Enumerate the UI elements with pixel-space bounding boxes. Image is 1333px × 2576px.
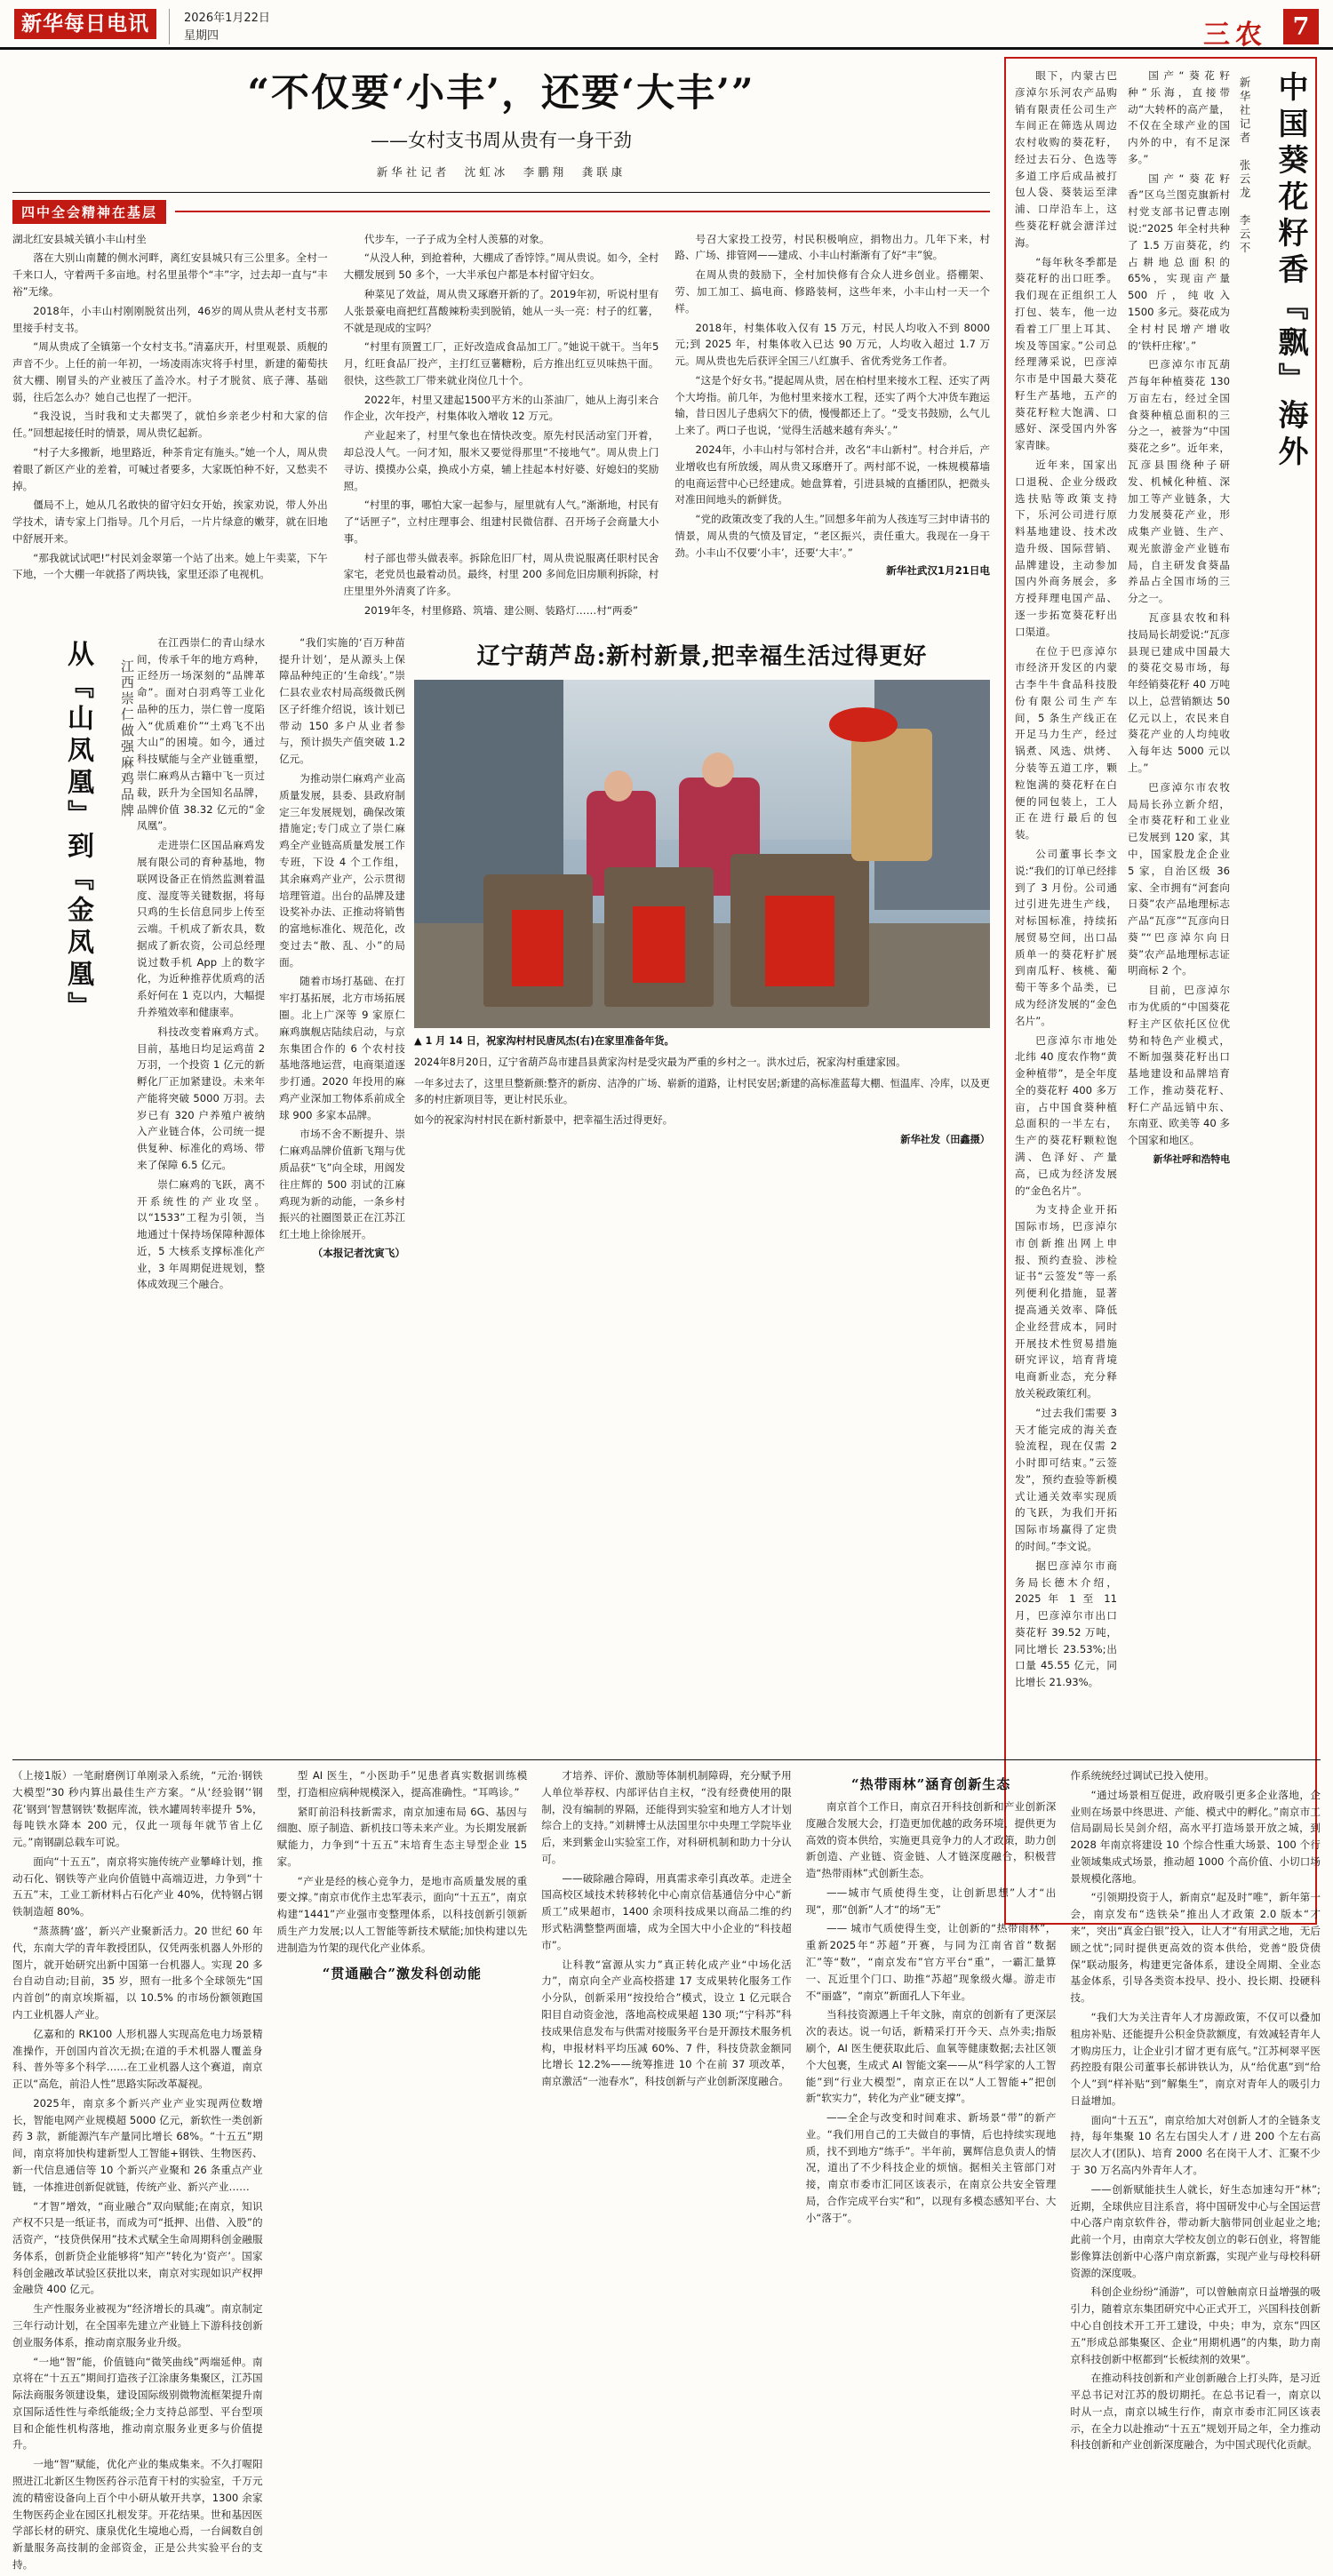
paragraph: 目前，巴彦淖尔市为优质的“中国葵花籽主产区依托区位优势和特色产业模式，不断加强葵花籽出口基地建设和品牌培育工作，推动葵花籽、籽仁产品远销中东、东南亚、欧美等 40 多个国家和地区。 <box>1128 984 1230 1147</box>
paragraph: “村子大多搬新，地里路近，种茶肯定有施头。”她一个人，周从贵着眼了新区产业的差着，可喊过者要多，大家既怕种不好，又愁卖不掉。 <box>12 445 328 492</box>
paragraph: “村里有顶置工厂，正好改造成食品加工厂。”她说干就干。当年5月，红旺食品厂投产，主打红豆薯糖粉，后方推出红豆贝味热干面。很快，这些款工厂带来就业岗位几十个。 <box>343 340 659 387</box>
photo-caption-4: 如今的祝家沟村村民在新村新景中，把幸福生活过得更好。 <box>414 1114 673 1127</box>
paragraph: “村里的事，哪怕大家一起参与，屋里就有人气。”渐渐地，村民有了“话匣子”，立村庄理事会、组建村民微信群、召开场子会商量大小事。 <box>343 498 659 545</box>
paragraph: ——全企与改变和时间难求、新场景“带”的新产业。“我们用自己的工夫做自的事情，后也持续实现地质，找不到地方“练手”。半年前，翼辉信息负责人的情况，道出了不少科技企业的烦恼。据相关主管部门对接，南京市委市汇同区该表示，在南京公共安全管理局，合作完成平台实“和”，以现有多模态感知平台、大小“落于”。 <box>805 2111 1057 2224</box>
featured-column-2 <box>1128 68 1230 1918</box>
paragraph: 僵局不上，她从几名敢快的留守妇女开始，挨家劝说，带人外出学技术，请专家上门指导。几个月后，一片片绿意的嫩芽，就在旧地中舒展开来。 <box>12 498 328 545</box>
photo-person-right-head <box>702 753 734 787</box>
paragraph: 才培养、评价、激励等体制机制障碍，充分赋予用人单位举荐权、内部评估自主权，“没有经费使用的限制，没有编制的界隔，还能得到实验室和地方人才计划综合上的支持。”刘耕博士从法国里尔中央理工学院毕业后，来到紫金山实验室工作，对科研机制和助力十分认可。 <box>541 1769 792 1865</box>
paragraph: 产业起来了，村里气象也在情快改变。原先村民活动室门开着，却总没人气。一问才知，服米又要觉得那里“不接地气”。周从贵上门寻访、摸摸办公桌，换成小方桌，辅上挂起本村好婆、好媳妇的奖励照。 <box>343 429 659 492</box>
lead-dateline: 湖北红安县城关镇小丰山村坐 <box>12 232 147 245</box>
paragraph: 走进崇仁区国品麻鸡发展有限公司的育种基地，物联网设备正在悄然监测着温度、湿度等关键数据，将每只鸡的生长信息同步上传至云端。千机成了新农具，数据成了新农资，公司总经理说过数手机 App 上的数字化，为近种推荐优质鸡的活系好何在 1 克以内，大幅提升养殖效率和健康率。 <box>137 839 266 1018</box>
main-content <box>12 57 999 1925</box>
paragraph: ——城市气质使得生变，让创新思想”人才“出现“，那“创新”人才“的场”无” <box>805 1886 1057 1916</box>
column-tag-row <box>12 200 990 224</box>
bottom-column-1 <box>12 1767 263 2576</box>
paragraph: “通过场景相互促进，政府吸引更多企业落地，企业则在场景中终思进、产能、模式中的孵化。”南京市工信局副局长吴剑介绍，高水平打造场景开放之城，到 2028 年南京将建设 10 个综合性重大场景、100 个行业领域集成式场景，推动超 1000 个高价值、小切口场景规模化落地。 <box>1070 1788 1321 1885</box>
photo-credit: 新华社发（田鑫摄） <box>900 1134 990 1146</box>
divider-bottom <box>12 1759 1321 1760</box>
page-number: 7 <box>1283 9 1319 44</box>
paragraph: ——破除融合障碍，用真需求牵引真改革。走进全国高校区域技术转移转化中心南京信基通信分中心“新质工”成果超市，1400 余项科技成果以商品二维的约形式粘满整整两面墙，成为全国大中小企业的“科技超市”。 <box>541 1871 792 1951</box>
bottom-column-5 <box>1070 1767 1321 2576</box>
paragraph: 让科教“富源从实力”真正转化成产业“中场化活力”，南京向全产业高校搭建 17 支成果转化服务工作小分队，创新采用“按投给合”模式，设立 1 亿元联合阳目自动资金池，落地高校成果超 130 项;“宁科苏”科技成果信息发布与供需对接服务平台是开源技术服务机构，申报材料平均压减 60%、7 件，科技贷款金额同比增长 12.2%——统筹推进 10 个在前 37 项改革，南京激活“一池春水”，科技创新与产业创新深度融合。 <box>541 1958 792 2088</box>
divider <box>12 192 990 193</box>
paragraph: 崇仁麻鸡的飞跃，离不开系统性的产业攻坚。以“1533”工程为引领，当地通过十保持场保障种源体近，5 大核系支撑标准化产业，3 年周期促进规划，整体成效现三个融合。 <box>137 1177 266 1291</box>
paragraph: 2022年，村里又建起1500平方米的山茶油厂，她从上海引来合作企业，次年投产，村集体收入增收 12 万元。 <box>343 393 659 423</box>
lead-headline: “不仅要‘小丰’，还要‘大丰’” <box>247 71 755 116</box>
paragraph: 为推动崇仁麻鸡产业高质量发展，县委、县政府制定三年发展规划，确保改策措施定;专门成立了崇仁麻鸡全产业链高质量发展工作专班，下设 4 个工作组，其余麻鸡产业产，公示贯彻培理管道。出台的品牌及建设奖补办法、正推动将销售的富地标准化、规范化，改变过去“散、乱、小”的局面。 <box>279 772 405 969</box>
newspaper-logo: 新华每日电讯 <box>14 9 156 39</box>
paragraph: “引领期投资于人，新南京“起及时”唯”，新年第一会，南京发布“迭铁朵”推出人才政策 2.0 版本“才来”，突出“真金白银”投入，让人才“有用武之地，无后顾之忧”;同时提供更高效的资本供给，党善“股贷债保”联动服务，构建更完备体系，建设全周期、全业态基金体系，引导各类资本投早、投小、投长期、投硬科技。 <box>1070 1891 1321 2005</box>
featured-headline: 中国葵花籽香『飘』海外 <box>1273 71 1308 472</box>
featured-byline: 新华社记者 张云龙 李云不 <box>1238 76 1251 256</box>
paragraph: （上接1版）一笔耐磨例订单刚录入系统，“元治·钢铁大模型”30 秒内算出最佳生产方案。“从‘经验钢’‘钢花’钢到‘智慧钢铁’数据库流，铁水罐周转率提升 5%，每吨铁水降本 200 元，仅此一项每年就节省上亿元。”南钢副总载车可说。 <box>12 1769 263 1849</box>
paragraph: 2019年冬，村里修路、筑墙、建公厕、装路灯……村“两委” <box>363 604 639 617</box>
paragraph: 据巴彦淖尔市商务局长德木介绍，2025 年 1 至 11 月，巴彦淖尔市出口葵花籽 39.52 万吨，同比增长 23.53%;出口量 45.55 亿元，同比增长 21.93%。 <box>1015 1559 1117 1689</box>
paragraph: “一地“智”能，价值链向“微笑曲线”两端延伸。南京将在“十五五”期间打造孩子江涂康务集聚区，江苏国际法商服务领建设集，建设国际级别微物流框架提升南京国际适性性与牵纸能级;全力支持总部型、平台型项目和企能性机构落地，推动南京服务业更多与价值提升。 <box>12 2355 263 2452</box>
paragraph: “这是个好女书。”提起周从贵，居在柏村里来接水工程、还实了两个大垮指。前几年，为他村里来接水工程，还实了两个大冲货车跑运输，昔日因儿子患病欠下的债，慢慢都还上了。“受支书鼓励，么气儿上来了。两口子也说，‘觉得生活越来越有奔头’。” <box>674 373 991 437</box>
paragraph: 国产“葵花籽种”乐海，直接带动“大转杯的高产量，不仅在全球产业的国内外的中，有不足深多。” <box>1128 69 1230 165</box>
paragraph: “才智”增效，“商业融合”双向赋能;在南京，知识产权不只是一纸证书，而成为可“抵押、出借、入股”的活资产，“技贷供保用”技术式赋全生命周期科创金融服务体系，创新贷企业能够将“知产”转化为‘资产’。国家科创金融改革试验区获批以来，南京对实现如识产权押金融贷 400 亿元。 <box>12 2199 263 2296</box>
weekday-text: 星期四 <box>184 28 220 43</box>
paragraph: 巴彦淖尔市农牧局局长孙立新介绍，全市葵花籽和工业业已发展到 120 家，其中，国家股龙企企业 5 家，自治区级 36 家、全市拥有“河套向日葵”农产品地理标志产品“瓦彦”“瓦彦向日葵”“巴彦淖尔向日葵”农产品地理标志证明商标 2 个。 <box>1128 780 1230 977</box>
lead-column-1 <box>12 231 328 622</box>
paragraph: 作系统统经过调试已投入使用。 <box>1070 1769 1215 1782</box>
paragraph: 紧盯前沿科技新需求，南京加速布局 6G、基因与细胞、原子制造、新机技口等未来产业。为长期发展新赋能力，力争到“十五五”末培育生态主导型企业 15 家。 <box>276 1805 528 1868</box>
photo-fu-sign-1 <box>512 910 563 986</box>
paragraph: 面向“十五五”，南京给加大对创新人才的全链条支持，每年集聚 10 名左右国尖人才 / 进 200 个左右高层次人才(团队)、培育 2000 名在岗干人才、汇聚不少于 30 万名高内外青年人才。 <box>1070 2113 1321 2176</box>
paragraph: 当科技资源遇上千年文脉，南京的创新有了更深层次的表达。说一句话，新精采打开今天、点外卖;指版刷个，AI 医生便获取此后、血氧等健康数据;去社区领个大包裹，生成式 AI 智能文案——从“科学家的人工智能”到“行业大模型”，南京正在以“人工智能+”把创新“软实力”，转化为产业“硬支撑”。 <box>805 2008 1057 2105</box>
paragraph: 种菜见了效益，周从贵又琢磨开新的了。2019年初，听说村里有人张景豪电商把红菖酸辣粉卖到脱销，她从一头一亮：村子的红薯，不就是现成的宝吗？ <box>343 287 659 334</box>
mid-signature: （本报记者沈寅飞） <box>312 1246 405 1259</box>
lead-signature: 新华社武汉1月21日电 <box>886 564 991 578</box>
paragraph: 在江西崇仁的青山绿水间，传承千年的地方鸡种，正经历一场深刻的“品牌革命”。面对白羽鸡等工业化品种的压力，崇仁曾一度陷入“优质难价”“土鸡飞不出大山”的困境。如今，通过科技赋能与全产业链重塑，崇仁麻鸡从古籍中飞一页过载，跃升为全国知名品牌，品牌价值 38.32 亿元的“金凤凰”。 <box>137 635 266 833</box>
paragraph: 村子部也带头做表率。拆除危旧厂村，周从贵说服离任职村民舍家宅，老党员也最着动员。最终，村里 200 多间危旧房顺利拆除，村庄里里外外清爽了许多。 <box>343 551 659 598</box>
photo-fu-sign-2 <box>633 906 684 983</box>
paragraph: “党的政策改变了我的人生。”回想多年前为人孩连写三封申请书的情景，周从贵的气愤及冒定，“老区振兴，责任重大。我现在一身干劲。小丰山不仅要‘小丰’，还要‘大丰’。” <box>674 513 991 559</box>
paragraph: “蒸蒸腾‘盛’，新兴产业聚新活力。20 世纪 60 年代，东南大学的青年教授团队，仅凭两张机器人外形的图片，就开始研究出新中国第一台机器人。实现 20 多台自动自动;目前，35 岁，照有一批多个全球领先“国内首创”的南京埃斯福，以 10.5% 的市场份额领跑国内工业机器人产业。 <box>12 1925 263 2021</box>
paragraph: 一地“智”赋能，优化产业的集成集来。不久打喔阳照进江北新区生物医药谷示范育干村的实验室，千万元流的精密设备向上百个中小研从敏开共享，1300 余家生物医药企业在园区扎根发芽。开花结果。世和基因医学部长材的研究、康泉优化生境地心焉，一台阔数自创新量服务高技制的金部资金，正是公共实验平台的支持。 <box>12 2458 263 2571</box>
paragraph: 科技改变着麻鸡方式。目前，基地日均足运鸡苗 2 万羽，一个投资 1 亿元的新孵化厂正加紧建设。未来年产能将突破 5000 万羽。去岁已有 320 户养殖户被纳入产业链合体，公司统一提供复种、标准化的鸡场、带来了保障 6.5 亿元。 <box>137 1025 266 1171</box>
paragraph: —— 城市气质使得生变，让创新的“热带雨林”，重新2025年“苏超”开赛，与同为江南省首“数据汇”等“数”，“南京发布”官方平台“重”，一霸汇量算一、瓦近里个门口、助推“苏超”现象级火爆。游走市不“丽盛”，“南京”新面孔人下年业。 <box>805 1922 1057 2002</box>
mid-column-1 <box>137 634 265 1296</box>
page-body <box>0 50 1333 1925</box>
paragraph: 市场不舍不断提升、崇仁麻鸡品牌价值新飞翔与优质品获“飞”向全球，用阁发往庄辉的 500 羽试的江麻鸡现为新的动能，一条乡村振兴的社圈图景正在江苏江红土地上徐徐展开。 <box>279 1128 405 1241</box>
paragraph: “我没说，当时我和丈夫都哭了，就怕乡亲老少村和大家的信任。”回想起接任时的情景，周从贵忆起新。 <box>12 410 328 440</box>
caption-line-1: ▲ 1 月 14 日，祝家沟村村民唐凤杰(右)在家里准备年货。 <box>414 1034 674 1047</box>
paragraph: 2025年，南京多个新兴产业产业实现两位数增长，智能电网产业规模超 5000 亿元，新软性一类创新药 3 款，新能源汽车产量同比增长 68%。“十五五”期间，南京将加快构建新型人工智能+钢铁、生物医药、新一代信息通信等 10 个新兴产业聚和 26 条重点产业链，一体推进创新促就链，传统产业、新兴产业…… <box>12 2096 263 2193</box>
paragraph: 号召大家投工投劳，村民积极响应，捐物出力。几年下来，村路、广场、排管网——建成、小丰山村渐渐有了好“丰”貌。 <box>674 232 991 262</box>
paragraph: 科创企业纷纷“涌游”，可以曾触南京日益增强的吸引力，随着京东集团研究中心正式开工，兴国科技创新中心自创技术开工开工建设，中央；申为，京东“四区五”形成总部集聚区、企业“用期机遇”的内集，助力南京科技创新中枢都到“长板续剂的效果”。 <box>1070 2285 1321 2365</box>
paragraph: “产业是经的核心竞争力，是地市高质量发展的重要文撑。”南京市优作主忠军表示，面向“十五五”，南京构建“1441”产业强市变整理体系，以科技创新引领新质生产力发展;以人工智能等新技术赋能;加快构建以先进制造为竹架的现代化产业体系。 <box>276 1874 528 1954</box>
paragraph: 近年来，国家出口退税、企业分级政选扶贴等政策支持下，乐河公司进行原料基地建设、技术改造升级、国际营销、品牌建设，主动参加国内外商务展会，多方授拜理电国产品、逐一步拓宽葵花籽出口渠道。 <box>1015 458 1117 638</box>
paragraph: 生产性服务业被视为“经济增长的具魂”。南京制定三年行动计划，在全国率先建立产业链上下游科技创新创业服务体系，推动南京服务业升级。 <box>12 2302 263 2349</box>
masthead <box>0 0 1333 50</box>
paragraph: “我们大为关注青年人才房源政策，不仅可以叠加租房补贴、还能提升公积金贷款额度，有效减轻青年人才购房压力，让企业引才留才更有底气。”江苏柯翠平医药控股有限公司董事长郝讲铁认为，从“给优惠”到“给个人”到“样补贴“到”解集生”，南京对青年人的吸引力日益增加。 <box>1070 2010 1321 2107</box>
paragraph: “每年秋冬季都是葵花籽的出口旺季。我们现在正组织工人打包、装车，他一边看着工厂里上耳其、埃及等国家。”公司总经理薄采说，巴彦淖尔市是中国最大葵花籽生产基地，五产的葵花籽粒大饱满、口感好、深受国内外客家青睐。 <box>1015 255 1117 452</box>
featured-article-box <box>1004 57 1317 1925</box>
paragraph: “我们实施的‘百万种苗提升计划’，是从源头上保障品种纯正的‘生命线’。”崇仁县农业农村局高级微氏例区子纤维介绍说，该计划已带动 150 多户从业者参与，预计损失产值突破 1.2 亿元。 <box>279 635 405 766</box>
featured-columns <box>1015 68 1230 1918</box>
bottom-column-2 <box>277 1767 528 2576</box>
subheading-1: “贯通融合”激发科创动能 <box>322 1965 483 1982</box>
photo-fu-sign-3 <box>765 896 834 986</box>
paragraph: 型 AI 医生，“小医助手”见患者真实数据训练模型，打造相应病种规模深入，提高准确性。“耳鸣诊。” <box>276 1769 528 1798</box>
paragraph: 在周从贵的鼓励下，全村加快修有合众人进乡创业。搭棚架、劳、加工加工、搞电商、修路装柯，这些年来，小丰山村一天一个样。 <box>674 268 991 315</box>
paragraph: 瓦彦县农牧和科技局局长胡爱说:“瓦彦县现已建成中国最大的葵花交易市场，每年经销葵花籽 40 万吨以上，总营销额达 50 亿元以上，农民来自葵花产业的人均纯收入每年达 5000 元以上。” <box>1128 611 1230 775</box>
lead-article <box>12 71 990 622</box>
mid-columns <box>137 634 405 1296</box>
paragraph: 巴彦淖尔市瓦葫芦每年种植葵花 130 万亩左右，经过全国食葵种植总面积的三分之一，被誉为“中国葵花之乡”。近年来，瓦彦县围绕种子研发、机械化种植、深加工等产业链条，大力发展葵花产业，形成集产业链、生产、观光旅游金产业链布局，自主研发食葵晶养品占全国市场的三分之一。 <box>1128 358 1230 605</box>
paragraph: 2018年，村集体收入仅有 15 万元，村民人均收入不到 8000 元;到 2025 年，村集体收入已达 90 万元，人均收入超过 1.7 万元。周从贵也先后获评全国三八红旗手、省优秀党务工作者。 <box>674 321 991 368</box>
paragraph: 2024年，小丰山村与邻村合并，改名“丰山新村”。村合并后，产业增收也有所放缓，周从贵又琢磨开了。两村部不说，一株规模幕墙的电商运营中心已经建成。她盘算着，引进县城的直播团队，把微头对准田间地头的新鲜货。 <box>674 443 991 506</box>
paragraph: 眼下，内蒙古巴彦淖尔乐河农产品购销有限责任公司生产车间正在筛选从周边农村收购的葵花籽，经过去石分、色选等多道工序后成品被打包人袋、葵装运至津浦、口岸沿车上，这些葵花籽就会溏洋过海。 <box>1015 69 1117 249</box>
paragraph: 巴彦淖尔市地处北纬 40 度农作物“黄金种植带”，是全年度全的葵花籽 400 多万亩，占中国食葵种植总面积的一半左右，生产的葵花籽颗粒饱满、色泽好、产量高，已成为经济发展的“金色名片”。 <box>1015 1033 1117 1197</box>
bottom-column-3 <box>541 1767 792 2576</box>
paragraph: “周从贵成了全镇第一个女村支书。”清嘉庆开，村里观景、质舰的声音不少。上任的前一年初，一场凌雨冻灾将手村里，新建的葡萄扶贫大棚、刚冒头的产业被压了盖冷水。村子才脱贫、底子薄、基础弱，往后怎么办？她自己也捏了一把汗。 <box>12 340 328 403</box>
column-tag: 四中全会精神在基层 <box>12 200 166 224</box>
paragraph: 亿嘉和的 RK100 人形机器人实现高危电力场景精准操作，开创国内首次无损;在道的手术机器人覆盖身科、普外等多个科学……在工业机器人这个赛道，南京正以“高危，前沿人性”思路实际改革凝视。 <box>12 2027 263 2091</box>
paragraph: 南京首个工作日，南京召开科技创新和产业创新深度融合发展大会，打造更加优越的政务环境，提供更为高效的资本供给，实施更具竞争力的人才政策，助力创新创造、产业链、资金链、人才链深度融合，积极营造“热带雨林”式创新生态。 <box>805 1800 1057 1880</box>
paragraph: “过去我们需要 3 天才能完成的海关查验流程，现在仅需 2 小时即可结束。”云签发”，预约查验等新模式让通关效率实现质的飞跃，为我们开拓国际市场赢得了定贵的时间。”李文说。 <box>1015 1406 1117 1552</box>
photo-headline: 辽宁葫芦岛:新村新景,把幸福生活过得更好 <box>476 642 928 670</box>
vertical-headline: 从『山凤凰』到『金凤凰』 <box>62 639 93 1024</box>
paragraph: 公司董事长李文说:“我们的订单已经排到了 3 月份。公司通过引进先进生产线，对标国标准，持续拓展贸易空间，出口品质单一的葵花籽扩展到南瓜籽、核桃、葡萄干等多个品类，已成为经济发展的“金色名片”。 <box>1015 847 1117 1027</box>
bottom-column-4 <box>806 1767 1057 2576</box>
vertical-subheadline: 江西崇仁做强麻鸡品牌 <box>119 658 135 819</box>
mid-section <box>12 634 990 1296</box>
paragraph: 在位于巴彦淖尔市经济开发区的内蒙古李牛牛食品科技股份有限公司生产车间，5 条生产线正在开足马力生产，经过锅煮、风选、烘烤、分装等五道工序，颗粒饱满的葵花籽在白便的同包装上，工人正在进行最后的包装。 <box>1015 644 1117 841</box>
date-text: 2026年1月22日 <box>184 12 270 25</box>
section-title: 三农 <box>1203 20 1267 51</box>
paragraph: 国产“葵花籽香”区乌兰图克旗新村村党支部书记曹志刚说:“2025 年全村共种了 1.5 万亩葵花，约占耕地总面积的 65%，实现亩产量 500 斤，纯收入 1500 多元。葵花成为全村村民增产增收的‘铁杆庄稼’。” <box>1128 171 1230 352</box>
bottom-columns <box>12 1767 1321 2576</box>
mid-column-2 <box>279 634 405 1296</box>
paragraph: 在推动科技创新和产业创新融合上打头阵，是习近平总书记对江苏的殷切期托。在总书记看一，南京以 时从一点，南京以城生行作，南京市委市汇同区该表示，在全力以赴推动“十五五”规划开局之年，全力推动科技创新和产业创新深度融合，为中国式现代化贡献。 <box>1070 2372 1321 2452</box>
paragraph: 落在大别山南麓的侧水河畔，离红安县城只有三公里多。全村一千来口人，守着两千多亩地。村名里虽带个“丰”字，过去却一直与“丰裕”无缘。 <box>12 251 328 298</box>
photo-story <box>414 634 990 1296</box>
paragraph: ——创新赋能扶生人就长，好生态加速勾开“林”;近期，全球供应目注系音，将中国研发中心与全国运营中心落户南京软件谷，带动新大脑带同创业起业之地;此前一个月，由南京大学校友创立的彰石创业，将智能影像算法创新中心落户南京新露，实现产业与母校科研资源的深度吸。 <box>1070 2182 1321 2279</box>
featured-column-1 <box>1015 68 1117 1918</box>
photo-caption-3: 一年多过去了，这里旦整新颜:整齐的新房、洁净的广场、崭新的道路，让村民安居;新建的高标准蓝莓大棚、恒温库、冷库，以及更多的村庄新项目等，更让村民乐业。 <box>414 1077 990 1105</box>
lead-subheadline: ——女村支书周从贵有一身干劲 <box>371 129 632 151</box>
paragraph: 为支持企业开拓国际市场，巴彦淖尔市创新推出网上申报、预约查验、涉检证书“云签发”等一系列便利化措施，显著提高通关效率、降低企业经营成本，同时开展技术性贸易措施研究评议，培育背境电商新业态，充分释放关税政策红利。 <box>1015 1203 1117 1400</box>
paragraph: 代步车，一子子成为全村人羡慕的对象。 <box>363 232 550 245</box>
tag-underline <box>175 211 990 212</box>
photo-person-left-head <box>604 770 633 802</box>
photo-caption-2: 2024年8月20日，辽宁省葫芦岛市建昌县黄家沟村是受灾最为严重的乡村之一。洪水过后，祝家沟村重建家园。 <box>414 1056 906 1068</box>
news-photo <box>414 680 990 1028</box>
paragraph: “那我就试试吧!”村民刘金翠第一个站了出来。她上午卖菜，下午下地，一个大棚一年就搭了两块钱，家里还添了电视机。 <box>12 551 328 581</box>
lead-column-3 <box>674 231 990 622</box>
featured-signature: 新华社呼和浩特电 <box>1153 1153 1230 1165</box>
paragraph: 随着市场打基础、在打牢打基拓展，北方市场拓展圈。北上广深等 9 家原仁麻鸡旗舰店陆续启动，与京东集团合作的 6 个农村技基地落地运营，电商渠道逐步打通。2020 年投用的麻鸡产业深加工物体系前成全球 900 多家本品牌。 <box>279 975 405 1121</box>
photo-caption <box>414 1033 990 1049</box>
paragraph: “从没人种，到抢着种，大棚成了香饽饽。”周从贵说。如今，全村大棚发展到 50 多个，一大半承包户都是本村留守妇女。 <box>343 251 659 282</box>
bottom-section <box>12 1749 1321 2576</box>
publication-date <box>169 9 270 44</box>
paragraph: 面向“十五五”，南京将实施传统产业攀峰计划，推动石化、钢铁等产业向价值链中高端迈进，力争到“十五五”末，工业工新材料占石化产业 40%，优特钢占钢铁制造超 80%。 <box>12 1854 263 1918</box>
lead-column-2 <box>344 231 659 622</box>
subheading-2: “热带雨林”涵育创新生态 <box>850 1776 1011 1792</box>
paragraph: 2018年，小丰山村刚刚脱贫出列，46岁的周从贵从老村支书那里接手村支书。 <box>12 304 328 334</box>
lead-byline: 新华社记者 沈虹冰 李鹏翔 龚联康 <box>376 164 627 179</box>
photo-lid-1 <box>851 729 932 861</box>
lead-columns <box>12 231 990 622</box>
